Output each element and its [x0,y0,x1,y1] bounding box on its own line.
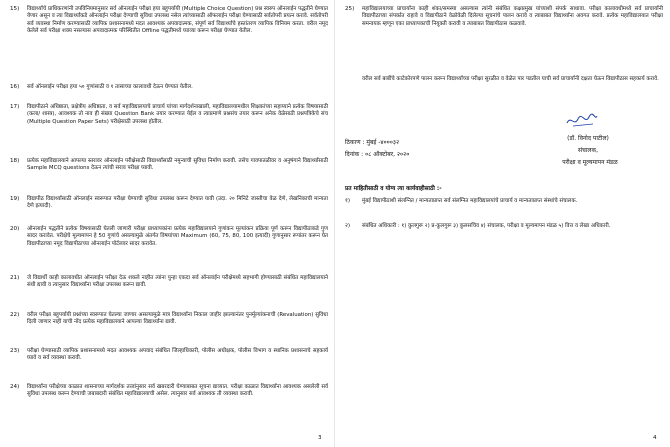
copy-heading-text: प्रत माहितीसाठी व योग्य त्या कार्यवाहीसाठी :- [345,186,442,192]
item-text: संबंधित अधिकारी : १) कुलगुरू २) प्र-कुलगुरू ३) कुलसचिव ४) संचालक, परीक्षा व मूल्यमापन मंडळ ५) वित्त व लेखा अधिकारी. [362,223,611,229]
item-text: ऑनलाईन पद्धतीने प्रत्येक विषयासाठी घेतली जाणारी परीक्षा प्राध्यापकांना प्रत्येक महाविद्यालयाने गुणांकन मूल्यांकन प्रक्रिया पूर्ण करून विद्यापीठाकडे गुण सादर करावेत. परीक्षेचे मूल्यमापन हे 50 गुणांचे असल्यामुळे अंतर्गत विषयांच्या Maximum (60, 75, 80, 100 इत्यादी) गुणानुसार रूपांतर करून घेत विद्यापीठाच्या नमूद विद्यापीठाच्या ऑनलाईन पोर्टलवर सादर करावेत. [27,226,328,247]
item-number: 20) [10,226,20,232]
signatory-name: (डॉ. विनोद पाटील) [567,135,609,142]
item-number: 25) [345,6,355,12]
item-text: जे विद्यार्थी काही कालावधीत ऑनलाईन परीक्षा देऊ शकले नाहीत त्यांना पुन्हा एकदा सर्व ऑनलाईन परीक्षेमध्ये सहभागी होण्यासाठी संबंधित महाविद्यालयाने संधी द्यावी व त्यानुसार विद्यार्थ्यांना परीक्षा उपलब्ध करून द्यावी. [27,275,328,289]
list-item [10,84,328,93]
list-item [10,158,328,188]
item-number: 24) [10,384,20,390]
item-text: विद्यार्थ्यांना परीक्षेच्या काळात शासनाच्या मार्गदर्शक तत्त्वांनुसार सर्व खबरदारी घेण्याबाबत सूचना द्याव्यात. परीक्षा काळात विद्यार्थ्यांना आवश्यक असलेली सर्व सुविधा उपलब्ध करून देण्याची जबाबदारी संबंधित महाविद्यालयाची असेल. त्यानुसार सर्व आवश्यक ती व्यवस्था करावी. [27,384,328,398]
list-item [345,223,663,239]
item-text: विद्यार्थ्यांचे प्राधिकरणांनी उपविनियमानुसार सर्व ऑनलाईन परीक्षा हया बहुपर्यायी (Multiple Choice Question) प्रश्न स्वरुप ऑनलाईन पद्धतीने घेण्यात येणार असून व त्या विद्यार्थ्यांकडे ऑनलाईन परीक्षा देण्याची सुविधा उपलब्ध नसेल त्यांच्यासाठी ऑफलाईन परीक्षा घेण्यासाठी सर्वतोपरी प्रयत्न करावे. सर्वतोपरी सर्व व्यवस्था निर्माण करण्यासाठी व्यापिक प्रशासनामध्ये मदत आवश्यक अपवादात्मक, संपूर्ण सर्व विद्यार्थ्यांचे हस्तांतरण व्यापिक विनियम करता. वरील नमूद केलेले सर्व परीक्षा शक्य नसल्यास अपवादात्मक परिस्थितीत Offline पद्धतीमध्ये घ्याव्या करून परीक्षा घेण्यात येतील. [27,6,328,35]
page-number: 3 [318,435,322,441]
item-number: 17) [10,104,20,110]
item-text: परीक्षा घेण्यासाठी व्यापिक प्रशासनामध्ये मदत आवश्यक अपवाद संबंधित जिल्हाधिकारी, पोलीस अधीक्षक, पोलीस विभाग व स्थानिक प्रशासनाचे सहकार्य घ्यावे व सर्व व्यवस्था करावी. [27,348,328,362]
page-number: 4 [653,435,657,441]
signatory-designation: संचालक, [577,147,598,154]
item-number: १) [345,198,351,204]
item-number: 22) [10,312,20,318]
list-item [10,196,328,219]
item-number: 19) [10,196,20,202]
item-text: वरील सर्व बाबींचे काटेकोरपणे पालन करून विद्यार्थ्यांच्या परीक्षा सुरळीत व वेळेत पार पडतील याची सर्व प्राचार्यांनी दक्षता घेऊन विद्यापीठास सहकार्य करावे. [362,76,659,82]
list-item [10,6,328,68]
date-line: दिनांक : ०८ ऑक्टोबर, २०२० [345,151,410,158]
item-text: सर्व ऑनलाईन परीक्षा हया ५० गुणांसाठी व १ तासाच्या कालावधी देऊन घेण्यात येतील. [27,84,193,90]
item-number: 23) [10,348,20,354]
item-number: 15) [10,6,20,12]
item-text: विद्यापीठ विद्यार्थ्यांसाठी ऑनलाईन स्वरूपात परीक्षा घेण्याची सुविधा उपलब्ध करून देण्यात यावी (उदा. २० मिनिटे जास्तीचा वेळ देणे, लेखनिकाची मान्यता देणे इत्यादी). [27,196,328,210]
right-page [335,0,670,447]
closing-paragraph [345,76,663,92]
list-item [10,312,328,342]
list-item [10,275,328,305]
list-item [10,226,328,264]
item-number: २) [345,223,351,229]
list-item [10,384,328,414]
item-text: प्रत्येक महाविद्यालयाने आपल्या स्तरावर ऑनलाईन परीक्षेसाठी विद्यार्थ्यांसाठी नमुन्याची सुविधा निर्माण करावी. तसेच गावपातळीवर व अनुषंगाने विद्यार्थ्यांसाठी Sample MCQ questions देऊन त्यांची सराव परीक्षा घ्यावी. [27,158,328,172]
signature-mark [565,113,599,129]
item-number: 21) [10,275,20,281]
item-text: वरील परीक्षा बहुपर्यायी प्रश्नांच्या स्वरूपात घेतल्या जाणार असल्यामुळे मात्र विद्यार्थ्यांना निकाल जाहीर झाल्यानंतर पुनर्मूल्यांकनाची (Revaluation) सुविधा दिली जाणार नाही याची नोंद प्रत्येक महाविद्यालयाने आपल्या विद्यार्थ्यांना द्यावी. [27,312,328,326]
item-number: 16) [10,84,20,90]
list-item [345,6,663,51]
signatory-office: परीक्षा व मूल्यमापन मंडळ [562,159,618,166]
list-item [345,198,663,214]
copy-heading [345,186,663,195]
item-text: विद्यापीठाने अधिष्ठाता, प्रक्षेत्रीय अधिष्ठाता, व सर्व महाविद्यालयाचे प्राचार्य यांच्या मार्गदर्शनाखाली, महाविद्यालयामधील शिक्षकांच्या सहाय्याने प्रत्येक विषयासाठी (कला/ शास्त्र), आवश्यक तो नाव ही संख्या Question Bank तयार करण्यात येईल व त्याप्रमाणे प्रश्नसंच तयार करून अनेक वेळेसाठी प्रश्नपत्रिकेचे संच (Multiple Question Paper Sets) परीक्षेसाठी उपलब्ध होतील. [27,104,328,125]
list-item [10,104,328,149]
list-item [10,348,328,372]
item-text: मुंबई विद्यापीठाशी संलग्नित / मान्यताप्राप्त सर्व संलग्नित महाविद्यालयांचे प्राचार्य व मान्यताप्राप्त संस्थांचे संचालक. [362,198,578,204]
item-number: 18) [10,158,20,164]
item-text: महाविद्यालयाच्या प्राचार्यांना काही शंका/समस्या असल्यास त्यांनी संबंधित कक्षप्रमुख यांच्याशी संपर्क साधावा. परीक्षा कालावधीमध्ये सर्व प्राचार्यांनी विद्यापीठाच्या संपर्कात राहावे व विद्यापीठाने वेळोवेळी दिलेल्या सूचनांचे पालन करावे व त्याबाबत विद्यार्थ्यांना अवगत करावे. प्रत्येक महाविद्यालयात परीक्षा समन्वयक म्हणून एका प्राध्यापकाची नियुक्ती करावी व त्याबाबत विद्यापीठास कळवावे. [362,6,663,27]
place-line: ठिकाण : मुंबई -४०००३२ [345,139,400,146]
